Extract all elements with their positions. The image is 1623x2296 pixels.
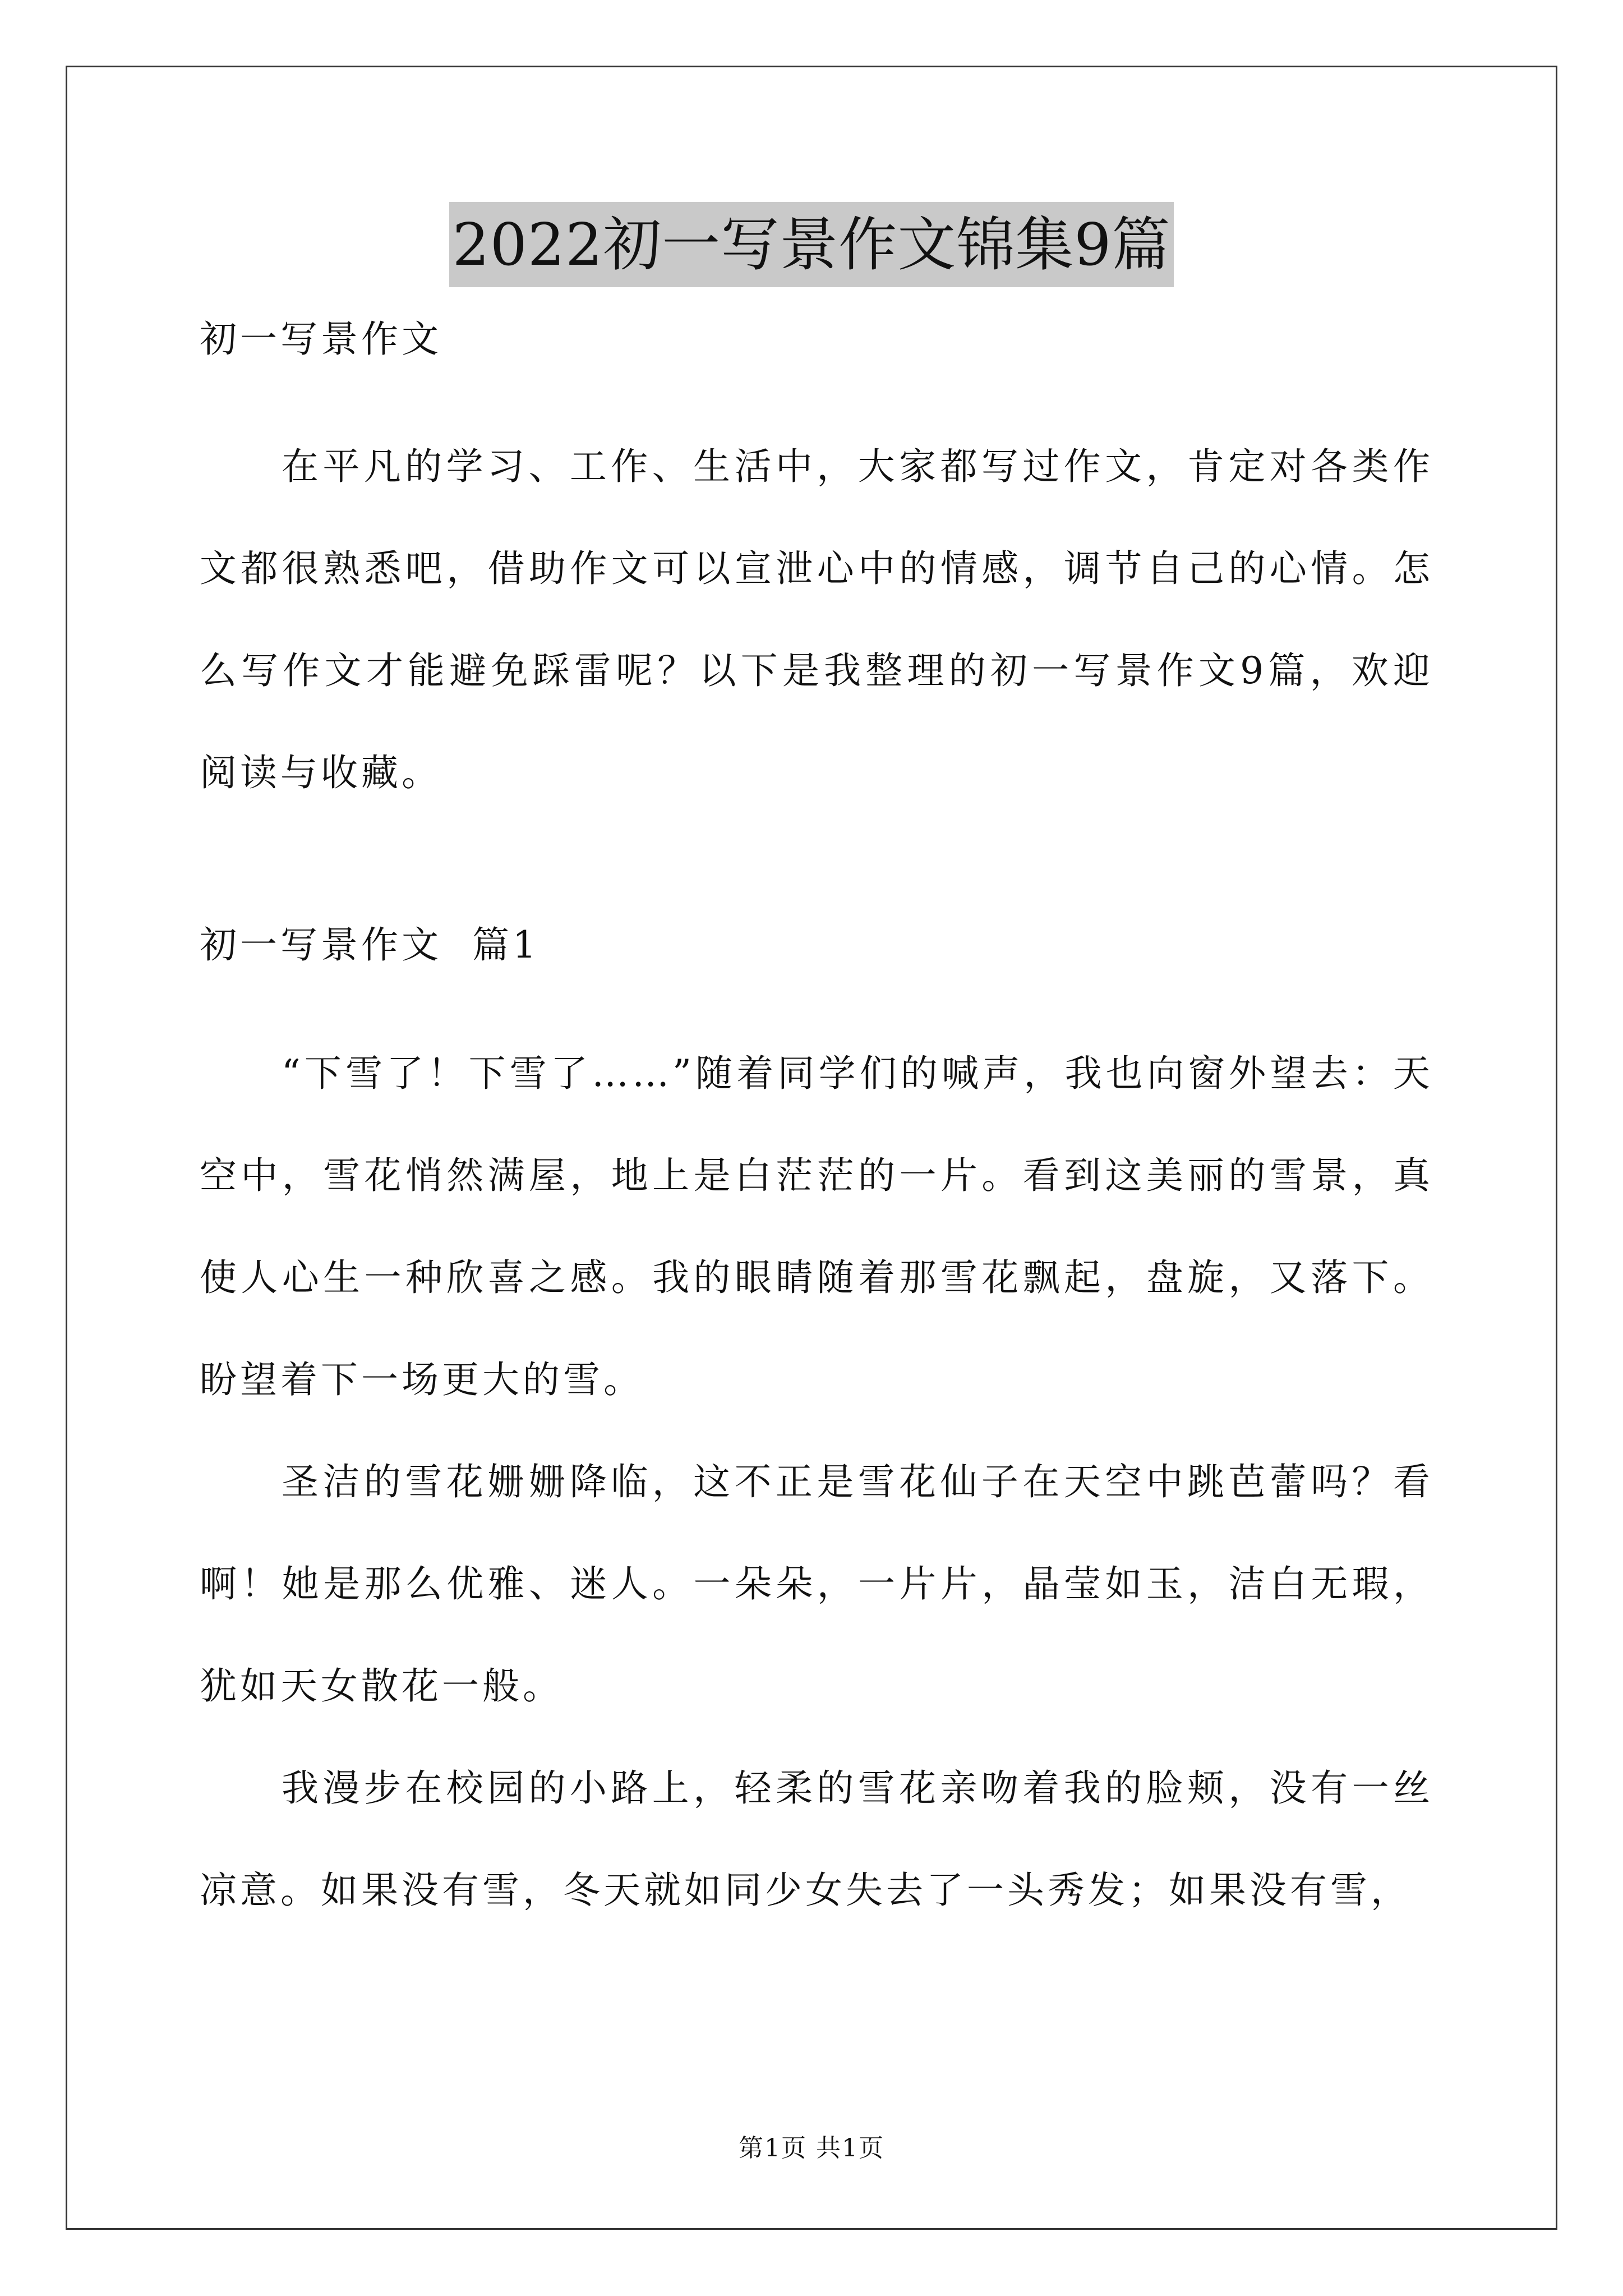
page-footer [0, 2132, 1623, 2165]
title-wrap [0, 202, 1623, 287]
section1-paragraph-3: 我漫步在校园的小路上，轻柔的雪花亲吻着我的脸颊，没有一丝凉意。如果没有雪，冬天就如同少女失去了一头秀发；如果没有雪， [200, 1766, 1433, 1912]
section1-paragraph-2: 圣洁的雪花姗姗降临，这不正是雪花仙子在天空中跳芭蕾吗？看啊！她是那么优雅、迷人。一朵朵，一片片，晶莹如玉，洁白无瑕，犹如天女散花一般。 [200, 1460, 1433, 1708]
document-body [200, 306, 1433, 1941]
section1-heading-block [200, 919, 1433, 971]
intro-heading-block [200, 314, 1433, 365]
document-title: 2022初一写景作文锦集9篇 [449, 202, 1174, 287]
page-number-label: 第1页 共1页 [739, 2134, 884, 2162]
intro-paragraph-block [200, 416, 1433, 824]
section1-heading: 初一写景作文 篇1 [200, 923, 540, 967]
intro-paragraph: 在平凡的学习、工作、生活中，大家都写过作文，肯定对各类作文都很熟悉吧，借助作文可以宣泄心中的情感，调节自己的心情。怎么写作文才能避免踩雷呢？以下是我整理的初一写景作文9篇，欢迎阅读与收藏。 [200, 445, 1433, 794]
section1-paragraph-1: “下雪了！下雪了……”随着同学们的喊声，我也向窗外望去：天空中，雪花悄然满屋，地上是白茫茫的一片。看到这美丽的雪景，真使人心生一种欣喜之感。我的眼睛随着那雪花飘起，盘旋，又落下。盼望着下一场更大的雪。 [200, 1052, 1433, 1401]
section1-paragraphs [200, 1023, 1433, 1941]
intro-heading: 初一写景作文 [200, 318, 442, 361]
